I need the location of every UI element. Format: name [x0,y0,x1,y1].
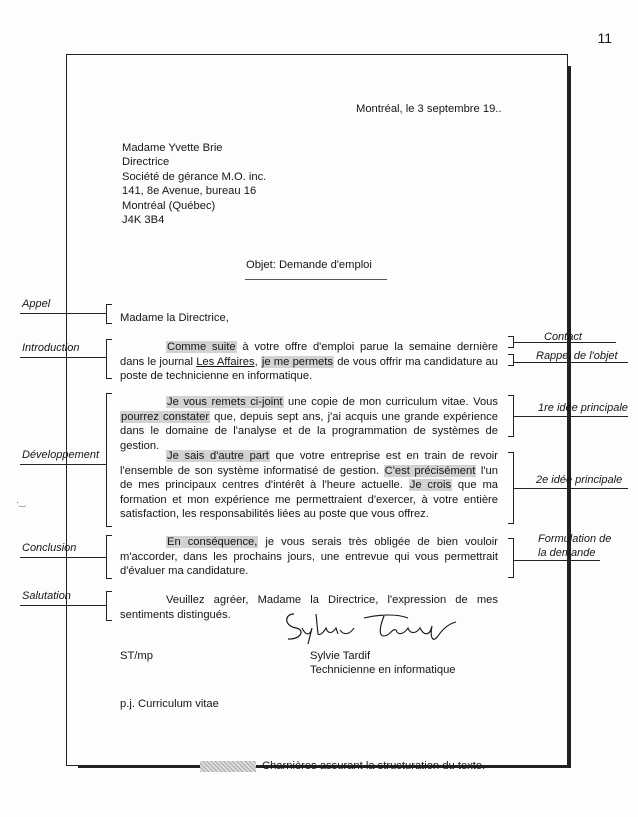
label-formulation-2: la demande [538,547,596,559]
label-connector-line [514,488,628,489]
intro-paragraph [120,340,498,384]
connector-highlight: En conséquence, [167,536,258,548]
label-idee-1: 1re idée principale [538,402,628,414]
label-connector-line [20,357,107,358]
paragraph-text: de vous offrir ma candidature au poste de technicienne en informatique. [120,355,498,383]
bracket [106,339,112,379]
stray-mark: ·͜ [16,497,20,508]
letter-date: Montréal, le 3 septembre 19.. [356,103,502,115]
label-rappel-objet: Rappel de l'objet [536,350,618,362]
paragraph-text: Veuillez agréer, Madame la Directrice, l'expression de mes sentiments distingués. [120,594,498,621]
label-connector-line [514,416,628,417]
connector-highlight: Je sais d'autre part [167,450,269,462]
development-paragraph-2 [120,449,498,522]
signer-title: Technicienne en informatique [310,664,456,676]
label-conclusion: Conclusion [22,542,77,554]
object-underline [245,279,387,280]
connector-highlight: C'est précisément [384,464,476,477]
bracket [106,535,112,579]
paragraph-text: je vous serais très obligée de bien vouloir m'accorder, dans les prochains jours, une entrevue qui vous permettrait d'évaluer ma candidature. [120,536,498,578]
label-connector-line [20,313,107,314]
paragraph-text: l'un de mes principaux centres d'intérêt à l'heure actuelle. [120,464,498,492]
signer-name: Sylvie Tardif [310,650,371,662]
label-contact: Contact [544,331,582,343]
initials: ST/mp [120,650,153,662]
label-formulation-1: Formulation de [538,533,612,545]
connector-highlight: je me permets [261,355,333,368]
label-connector-line [514,362,628,363]
label-appel: Appel [22,298,51,310]
bracket [106,304,112,324]
bracket [508,538,514,578]
label-connector-line [20,605,107,606]
label-connector-line [20,557,107,558]
handwritten-signature [280,606,470,646]
label-idee-2: 2e idée principale [536,474,623,486]
connector-highlight: Je vous remets ci-joint [167,396,283,408]
label-salutation: Salutation [22,590,71,602]
address-line: 141, 8e Avenue, bureau 16 [122,185,257,198]
paragraph-text: à votre offre d'emploi parue la semaine dernière dans le journal [120,341,498,368]
label-connector-line [20,464,107,465]
conclusion-paragraph [120,535,498,579]
bracket [508,354,514,366]
bracket [106,393,112,527]
paragraph-text: que, depuis sept ans, j'ai acquis une grande expérience dans le domaine de l'analyse et de la programmation de systèmes de gestion. [120,410,498,452]
address-line: Directrice [122,156,170,169]
newspaper-title: Les Affaires [196,355,255,368]
legend-swatch [200,761,256,772]
paragraph-text: , [254,355,261,368]
label-developpement: Développement [22,449,100,461]
label-introduction: Introduction [22,342,80,354]
recipient-address [122,141,266,227]
paragraph-text: une copie de mon curriculum vitae. Vous [283,396,498,408]
legend-text: Charnières assurant la structuration du texte. [262,760,486,772]
address-line: Société de gérance M.O. inc. [122,170,267,183]
paragraph-text: que ma formation et mon expérience me permettraient d'exercer, à votre entière satisfaction, les responsabilités liées au poste que vous offrez. [120,479,498,521]
connector-highlight: Comme suite [167,341,236,353]
label-connector-line [514,560,600,561]
address-line: J4K 3B4 [122,213,165,226]
salutation: Madame la Directrice, [120,312,229,324]
enclosure: p.j. Curriculum vitae [120,698,219,710]
legend [200,760,485,772]
bracket [106,591,112,621]
address-line: Montréal (Québec) [122,199,216,212]
page-number: 11 [597,30,612,46]
development-paragraph-1 [120,395,498,453]
address-line: Madame Yvette Brie [122,142,223,154]
object-line: Objet: Demande d'emploi [246,259,372,271]
connector-highlight: Je crois [409,479,452,492]
connector-highlight: pourrez constater [121,410,210,423]
frame-shadow [568,66,571,768]
paragraph-text: que votre entreprise est en train de revoir l'ensemble de son système informatisé de gestion. [120,450,498,477]
